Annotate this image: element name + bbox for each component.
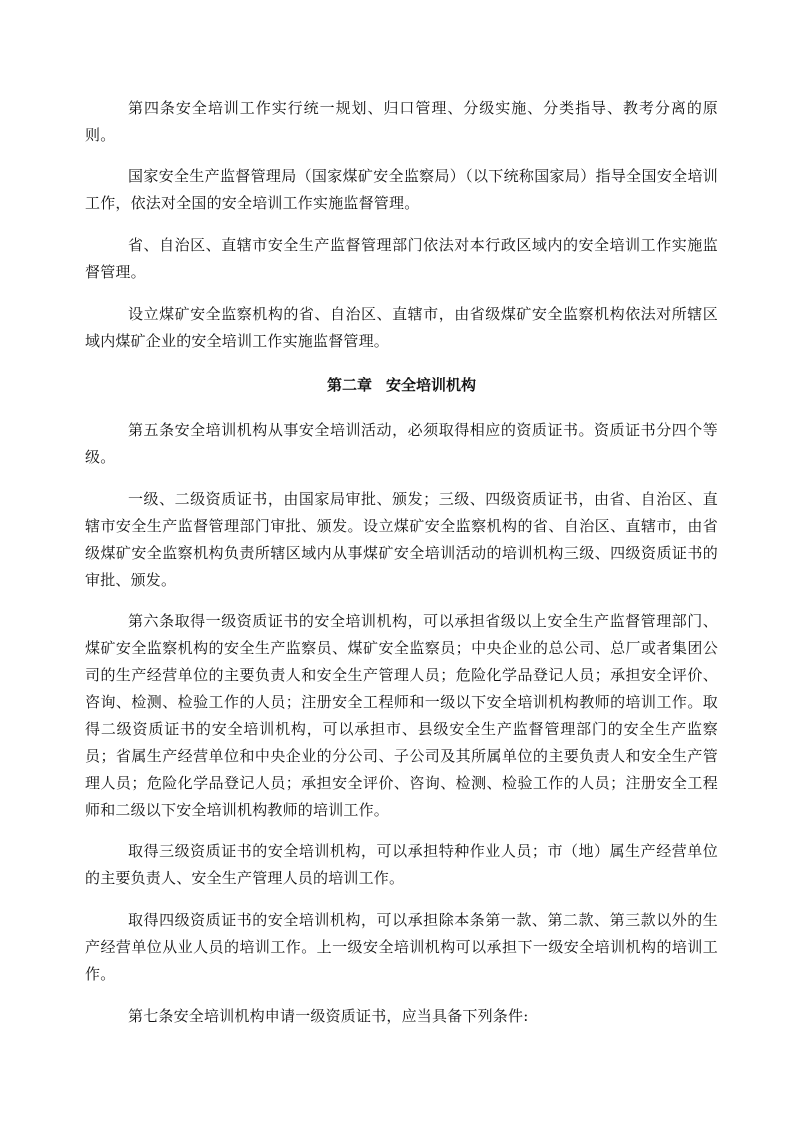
paragraph-certificate-approval: 一级、二级资质证书，由国家局审批、颁发；三级、四级资质证书，由省、自治区、直辖市安全生产监督管理部门审批、颁发。设立煤矿安全监察机构的省、自治区、直辖市，由省级煤矿安全监察机构负责所辖区域内从事煤矿安全培训活动的培训机构三级、四级资质证书的审批、颁发。 xyxy=(85,490,718,589)
paragraph-level-3: 取得三级资质证书的安全培训机构，可以承担特种作业人员；市（地）属生产经营单位的主要负责人、安全生产管理人员的培训工作。 xyxy=(85,842,718,887)
chapter-number: 第二章 xyxy=(326,376,372,394)
paragraph-article-7: 第七条安全培训机构申请一级资质证书，应当具备下列条件: xyxy=(128,1007,529,1025)
paragraph-provincial-dept: 省、自治区、直辖市安全生产监督管理部门依法对本行政区域内的安全培训工作实施监督管理。 xyxy=(85,236,718,281)
paragraph-article-5: 第五条安全培训机构从事安全培训活动，必须取得相应的资质证书。资质证书分四个等级。 xyxy=(85,421,718,466)
paragraph-level-4: 取得四级资质证书的安全培训机构，可以承担除本条第一款、第二款、第三款以外的生产经营单位从业人员的培训工作。上一级安全培训机构可以承担下一级安全培训机构的培训工作。 xyxy=(85,911,718,983)
paragraph-coal-mine-supervision: 设立煤矿安全监察机构的省、自治区、直辖市，由省级煤矿安全监察机构依法对所辖区域内煤矿企业的安全培训工作实施监督管理。 xyxy=(85,305,718,350)
chapter-heading xyxy=(85,372,718,399)
paragraph-national-bureau: 国家安全生产监督管理局（国家煤矿安全监察局）（以下统称国家局）指导全国安全培训工作，依法对全国的安全培训工作实施监督管理。 xyxy=(85,167,718,212)
paragraph-article-4: 第四条安全培训工作实行统一规划、归口管理、分级实施、分类指导、教考分离的原则。 xyxy=(85,99,718,144)
paragraph-article-6: 第六条取得一级资质证书的安全培训机构，可以承担省级以上安全生产监督管理部门、煤矿安全监察机构的安全生产监察员、煤矿安全监察员；中央企业的总公司、总厂或者集团公司的生产经营单位的主要负责人和安全生产管理人员；危险化学品登记人员；承担安全评价、咨询、检测、检验工作的人员；注册安全工程师和一级以下安全培训机构教师的培训工作。取得二级资质证书的安全培训机构，可以承担市、县级安全生产监督管理部门的安全生产监察员；省属生产经营单位和中央企业的分公司、子公司及其所属单位的主要负责人和安全生产管理人员；危险化学品登记人员；承担安全评价、咨询、检测、检验工作的人员；注册安全工程师和二级以下安全培训机构教师的培训工作。 xyxy=(85,612,718,819)
chapter-title: 安全培训机构 xyxy=(386,376,477,394)
